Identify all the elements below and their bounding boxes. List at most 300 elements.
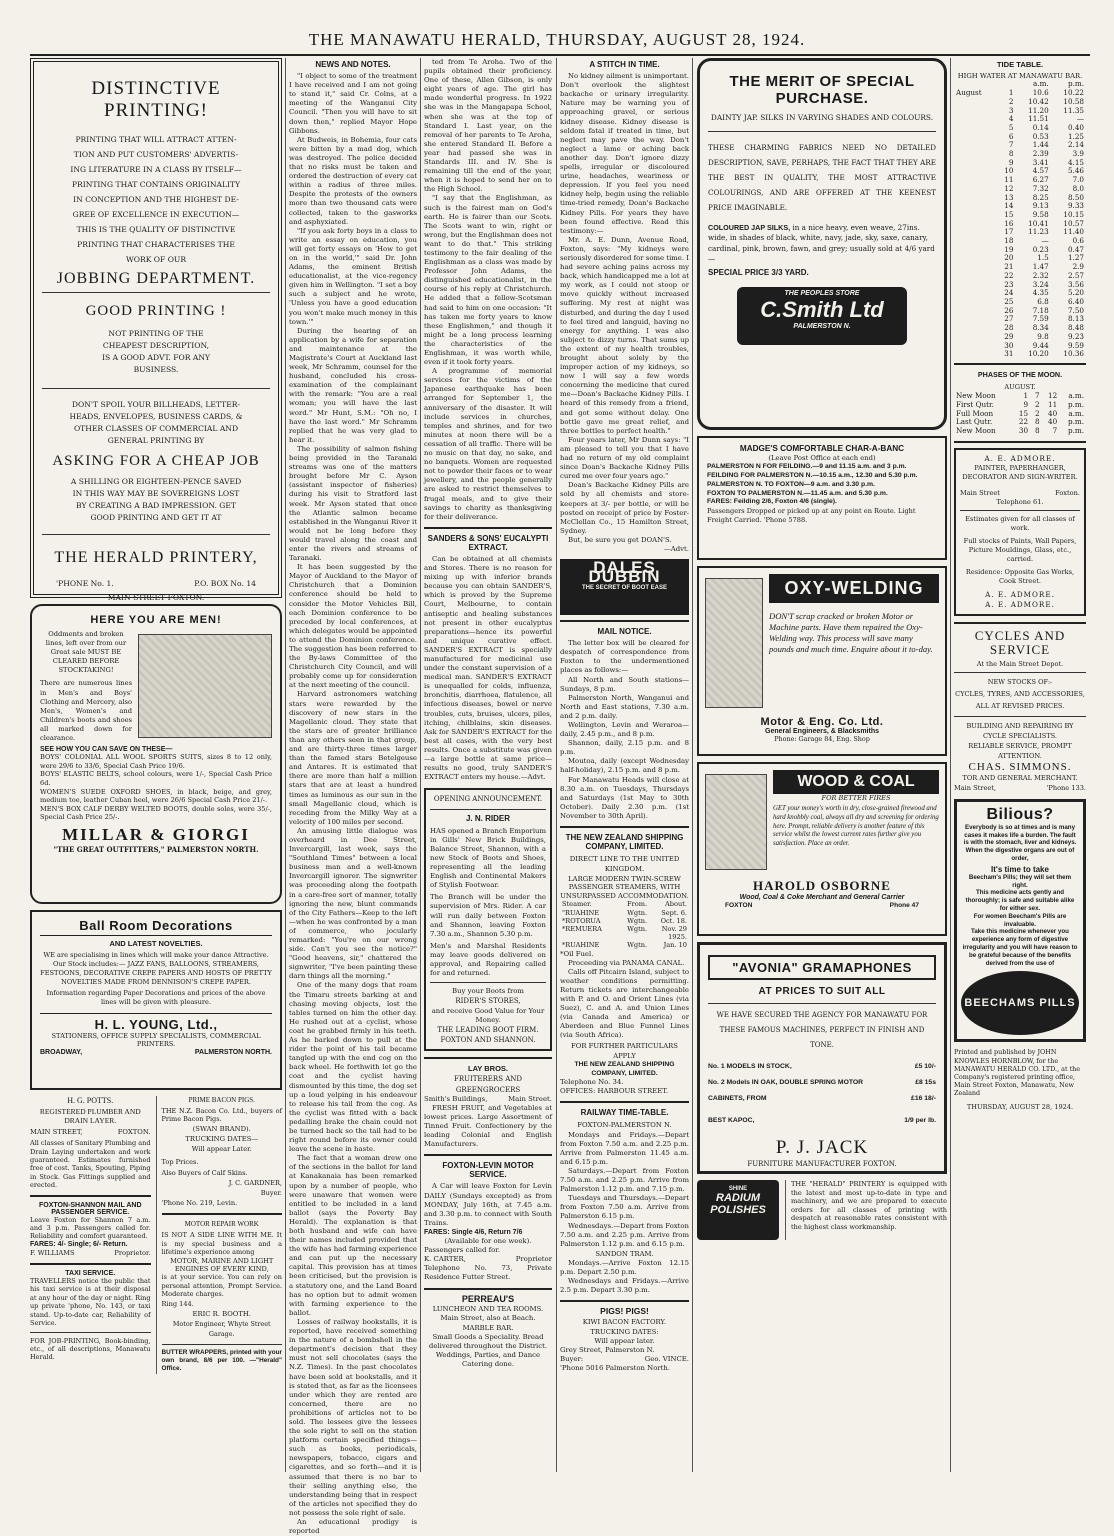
- ad-line: IS A GOOD ADVT. FOR ANY: [102, 353, 210, 362]
- tide-cell: 9.13: [1032, 201, 1049, 211]
- engines: MOTOR, MARINE AND LIGHT ENGINES OF EVERY KIND,: [170, 1256, 274, 1274]
- tide-row: [954, 141, 1086, 150]
- moon-cell: 12: [1048, 391, 1058, 401]
- ad-heading: OPENING ANNOUNCEMENT.: [433, 795, 543, 804]
- moon-cell: 15: [1018, 408, 1029, 418]
- ad-item: WOMEN'S SUEDE OXFORD SHOES, in black, beige, and grey, medium toe, leather Cuban heel, were 26/6 Special Cash Price 21/-.: [40, 787, 272, 805]
- imprint: Printed and published by JOHN KNOWLES HORNBLOW, for the MANAWATU HERALD CO. LTD., at the Company's registered printing office, Main Street Foxton, Manawatu, New Zealand: [954, 1048, 1081, 1098]
- tide-title: TIDE TABLE.: [996, 60, 1044, 69]
- tide-row: [954, 289, 1086, 298]
- railway-title: RAILWAY TIME-TABLE.: [580, 1108, 669, 1118]
- moon-cell: 1: [1023, 391, 1029, 401]
- tide-month: August: [956, 88, 982, 98]
- news-paragraph: One of the many dogs that roam the Timaru streets barking at and chasing moving objects, lost the tables turned on him the other day. He rushed out at a cyclist, whose coat he grabbed firmly in his teeth. As he barked down to pull at the rider the point of his tail became tangled up with the end cog on the back wheel. He forthwith let go the coat and the cyclist having dismounted by this time, the dog set up a loud yelping in his endeavour to release his tail from the cog. As the cyclist was fitted with a back pedalling brake the chain could not be turned back so the tail had to be right round before its owner could leave the scene in haste.: [289, 981, 417, 1154]
- item-name: CABINETS, FROM: [708, 1095, 767, 1102]
- special-price: SPECIAL PRICE 3/3 YARD.: [708, 268, 809, 278]
- tide-cell: 2.39: [1032, 149, 1049, 159]
- ad-body: RELIABLE SERVICE, PROMPT ATTENTION.: [968, 741, 1072, 760]
- tide-cell: 10.36: [1063, 349, 1084, 359]
- table-cell: *RUAHINE: [562, 941, 600, 950]
- tide-row: [954, 281, 1086, 290]
- tide-cell: 29: [1004, 331, 1014, 341]
- firm-name: A. E. ADMORE.: [984, 453, 1056, 463]
- railway-subtitle: SANDON TRAM.: [595, 1249, 654, 1258]
- tide-cell: 11.20: [1028, 105, 1049, 115]
- ad-lines: [42, 132, 270, 267]
- news-paragraph: An educational prodigy is reported: [289, 1518, 417, 1536]
- tide-cell: 6: [1008, 131, 1014, 141]
- offices: OFFICES: HARBOUR STREET.: [560, 1087, 669, 1096]
- sanders-title: SANDERS & SONS' EUCALYPTI EXTRACT.: [427, 533, 549, 552]
- tide-cell: 2.9: [1072, 262, 1084, 272]
- column-rule: [950, 58, 951, 1472]
- tide-cell: 10.15: [1063, 209, 1084, 219]
- ad-body: Full stocks of Paints, Wall Papers, Picture Mouldings, Glass, etc., carried.: [963, 537, 1077, 564]
- moon-cell: p.m.: [1068, 399, 1084, 409]
- moon-cell: p.m.: [1068, 425, 1084, 435]
- tide-cell: 0.53: [1032, 131, 1049, 141]
- ad-line: BY CREATING A BAD IMPRESSION. GET: [76, 501, 236, 510]
- tide-cell: 3.9: [1072, 149, 1084, 159]
- table-cell: Wgtn.: [627, 941, 648, 950]
- phone: Ring 144.: [161, 1299, 194, 1308]
- moon-cell: 11: [1048, 399, 1058, 409]
- stitch-body: Four years later, Mr Dunn says: "I am pleased to tell you that I have had no return of my old complaint since Doan's Backache Kidney Pills cured me over four years ago.": [560, 435, 689, 481]
- prices: Top Prices.: [161, 1158, 199, 1167]
- shipping-line: Proceeding via PANAMA CANAL.: [568, 958, 685, 967]
- ad-body: There are numerous lines in Men's and Boys' Clothing and Mercery, also Men's, Women's and Children's boots and shoes all marked down for clearance.: [40, 679, 132, 743]
- brand: (SWAN BRAND).: [192, 1124, 251, 1133]
- tide-cell: 4.57: [1032, 166, 1049, 176]
- boys-illustration: [138, 634, 272, 738]
- timetable-line: FOXTON TO PALMERSTON N.—11.45 a.m. and 5.30 p.m.: [707, 489, 888, 497]
- tide-cell: 28: [1004, 323, 1014, 333]
- table-header: Steamer.: [562, 900, 592, 909]
- tide-row: [954, 107, 1086, 116]
- ad-line: and receive Good Value for Your Money.: [431, 1006, 545, 1024]
- tide-cell: 26: [1004, 305, 1014, 315]
- column-6: [954, 58, 1086, 1472]
- firm-name: A. E. ADMORE.: [985, 600, 1055, 610]
- tide-cell: 10.6: [1032, 88, 1049, 98]
- table-cell: [560, 933, 618, 941]
- moon-cell: 2: [1034, 399, 1040, 409]
- phone: 'Phone 133.: [1046, 783, 1086, 792]
- table-header: About.: [665, 900, 687, 909]
- moon-cell: 8: [1034, 425, 1040, 435]
- ad-line: A SHILLING OR EIGHTEEN-PENCE SAVED: [70, 477, 242, 486]
- ad-body: Take this medicine whenever you experience any form of digestive irregularity and you will have reason to be grateful because of the benefits derived from the use of: [962, 928, 1078, 967]
- ad-line: PRINTING THAT CONTAINS ORIGINALITY: [71, 180, 241, 189]
- ad-body: IS NOT A SIDE LINE WITH ME. It is my special business and a lifetime's experience among: [161, 1231, 282, 1257]
- ad-body: The Branch will be under the supervision of Mrs. Rider. A car will run daily between Foxton and Shannon, leaving Foxton 7.30 a.m., Shannon 5.30 p.m.: [430, 893, 546, 938]
- tide-row: [954, 246, 1086, 255]
- mail-notice-line: Shannon, daily, 2.15 p.m. and 8 p.m.: [560, 739, 689, 757]
- tide-cell: 7.0: [1072, 175, 1084, 185]
- news-paragraph: A programme of memorial services for the victims of the Japanese earthquake has been arranged for September 1, the anniversary of the disaster. It will include services in churches, temples and shrines, and for two minutes at noon there will be a cessation of all traffic. There will be no music on that day, no sake, and no banquets. Women are requested not to powder their faces or to wear jewellery, and the people generally are asked to restrict themselves to frugal meals, and to give their savings to charity as thanksgiving for their deliverance.: [424, 367, 552, 521]
- ad-title: MOTOR REPAIR WORK: [184, 1220, 259, 1229]
- ad-subheading: SEE HOW YOU CAN SAVE ON THESE—: [40, 746, 173, 754]
- tide-cell: 14: [1004, 201, 1014, 211]
- trucking: TRUCKING DATES—: [185, 1135, 259, 1144]
- cycles-title: CYCLES AND SERVICE: [974, 628, 1066, 658]
- proprietor: F. WILLIAMS: [30, 1248, 75, 1257]
- trucking: TRUCKING DATES:: [590, 1327, 659, 1336]
- beechams-logo: BEECHAMS PILLS: [961, 971, 1079, 1035]
- masthead: THE MANAWATU HERALD, THURSDAY, AUGUST 28, 1924.: [308, 30, 806, 49]
- timetable-line: PALMERSTON N. TO FOXTON—9 a.m. and 3.30 p.m.: [707, 480, 875, 488]
- news-paragraph: "I say that the Englishman, as such is the fairest man on God's earth. He is fairer than our Scots. The Scots want to win, right or wrong, but the Englishman does not want to do that." This striking testimony to the fair dealing of the Englishman as a class was made by Professor John Adams, the distinguished educationalist, in the course of his reply at Christchurch. He added that a fellow-Scotsman had said to him on one occasion: "It has taken me forty years to know these Englishmen," and though it might be a long process learning the characteristics of the Englishman, it was worth while, even if it took forty years.: [424, 194, 552, 367]
- shipping-line: LARGE MODERN TWIN-SCREW PASSENGER STEAMERS, WITH UNSURPASSED ACCOMMODATION.: [560, 874, 689, 900]
- firm-name: H. L. YOUNG, Ltd.,: [40, 1013, 272, 1032]
- shipping-line: THE NEW ZEALAND SHIPPING COMPANY, LIMITED.: [574, 1060, 675, 1077]
- cheap-job-heading: ASKING FOR A CHEAP JOB: [52, 453, 260, 469]
- proprietor: K. CARTER,: [424, 1255, 466, 1264]
- tide-row: [954, 272, 1086, 281]
- tide-cell: 8.48: [1067, 323, 1084, 333]
- tide-cell: 0.47: [1067, 244, 1084, 254]
- madge-charabanc-ad: [697, 436, 947, 560]
- moon-cell: New Moon: [956, 425, 996, 435]
- proprietor-title: Proprietor: [515, 1255, 552, 1264]
- railway-line: Mondays and Fridays.—Depart from Foxton 7.50 a.m. and 2.25 p.m. Arrive from Palmerston 11.45 a.m. and 6.15 p.m.: [560, 1130, 689, 1166]
- news-paragraph: An amusing little dialogue was overheard in Dee Street, Invercargill, last week, says the "Southland Times" between a local business man and a well-known Invercargill ignorer. The signwriter was proceeding along the footpath in a care-free sort of manner, totally ignoring the new, blunt commands of the City Fathers—Keep to the left—when he was confronted by a man of commerce, who jocularly remarked: "You're on our wrong side. Can't you see the notice?" "Good heavens, sir," chattered the signwriter, "I've been painting these darn things all the morning.": [289, 826, 417, 981]
- tide-cell: 5: [1008, 122, 1014, 132]
- firm-trade: FRUITERERS AND GREENGROCERS: [453, 1075, 523, 1094]
- tide-cell: 10.58: [1063, 96, 1084, 106]
- ad-body: Passengers Dropped or picked up at any point en Route. Light Freight Carried. 'Phone 5788.: [707, 507, 916, 524]
- tide-cell: 8.13: [1067, 314, 1084, 324]
- table-cell: Wgtn.: [627, 925, 648, 934]
- tide-cell: 8.50: [1067, 192, 1084, 202]
- firewood-illustration: [705, 774, 767, 870]
- ad-title: PRIME BACON PIGS.: [188, 1096, 255, 1104]
- table-header: p.m.: [1068, 79, 1084, 89]
- moon-cell: 8: [1034, 417, 1040, 427]
- mail-notice-body: The letter box will be cleared for despatch of correspondence from Foxton to the undermentioned places as follows:—: [560, 639, 689, 675]
- news-paragraph: The possibility of salmon fishing being provided in the Taranaki streams was one of the matters brought before Mr C. Ayson (assistant inspector of fisheries) during his visit to Stratford last week. Mr Ayson stated that once the Atlantic salmon became established in the Wanganui River it would not be long before they would travel along the coast and enter the rivers and streams of Taranaki.: [289, 444, 417, 563]
- tide-cell: 9.23: [1067, 331, 1084, 341]
- tide-cell: 9: [1008, 157, 1014, 167]
- ad-body: Estimates given for all classes of work.: [965, 515, 1075, 533]
- tide-cell: 11.51: [1028, 114, 1049, 124]
- tide-cell: 27: [1004, 314, 1014, 324]
- tide-cell: 3: [1008, 105, 1014, 115]
- ad-body: WE are specialising in lines which will make your dance Attractive. Our Stock includes:— JAZZ FANS, BALLOONS, STREAMERS, FESTOONS, DECORATIVE CREPE PAPERS AND HOSTS OF PRETTY NOVELTIES MADE FROM DENNISON'S CREPE PAPER.: [40, 951, 272, 987]
- tide-cell: 7: [1008, 140, 1014, 150]
- ad-line: TION AND PUT CUSTOMERS' ADVERTIS-: [73, 150, 239, 159]
- moon-cell: 40: [1048, 417, 1058, 427]
- ad-body: Beecham's Pills; they will set them right.: [968, 873, 1072, 889]
- ad-subheading: DAINTY JAP. SILKS IN VARYING SHADES AND COLOURS.: [710, 113, 934, 122]
- ad-subheading: It's time to take: [991, 864, 1049, 874]
- tide-row: [954, 194, 1086, 203]
- ad-line: (Leave Post Office at each end): [768, 454, 876, 462]
- harold-osborne-ad: [697, 762, 947, 936]
- tide-cell: 1.27: [1067, 253, 1084, 263]
- ad-body: Small Goods a Speciality. Bread delivered throughout the District. Weddings, Parties, and Dance Catering done.: [428, 1333, 548, 1369]
- tide-row: [954, 263, 1086, 272]
- ad-body: HAS opened a Branch Emporium in Gills' New Brick Buildings, Balance Street, Shannon, with a new Stock of Boots and Shoes, representing all the leading English and Continental Makers of Stylish Footwear.: [430, 826, 546, 890]
- tide-row: [954, 254, 1086, 263]
- railway-subtitle: FOXTON-PALMERSTON N.: [577, 1121, 672, 1130]
- tide-cell: 1.25: [1067, 131, 1084, 141]
- wood-coal-logo: WOOD & COAL: [773, 770, 939, 794]
- moon-cell: Full Moon: [956, 408, 994, 418]
- item-price: 1/9 per lb.: [904, 1117, 936, 1124]
- item-name: BEST KAPOC,: [708, 1117, 755, 1124]
- firm-name: LAY BROS.: [467, 1064, 508, 1074]
- tide-cell: 8: [1008, 149, 1014, 159]
- ad-line: RIDER'S STORES,: [455, 997, 521, 1006]
- tide-cell: 5.20: [1067, 288, 1084, 298]
- tide-cell: —: [1041, 236, 1049, 246]
- logo-text: C.Smith Ltd: [760, 297, 884, 323]
- ad-subheading: REGISTERED PLUMBER AND DRAIN LAYER.: [39, 1107, 141, 1125]
- dubbin-logo: [560, 559, 689, 615]
- ad-line: GREE OF EXCELLENCE IN EXECUTION—: [72, 210, 240, 219]
- firm-name: P. J. JACK: [775, 1137, 869, 1158]
- moon-title: PHASES OF THE MOON.: [977, 369, 1063, 379]
- rider-ad: [424, 788, 552, 1051]
- tide-cell: 30: [1004, 340, 1014, 350]
- town: FOXTON: [725, 902, 753, 909]
- tide-cell: 3.56: [1067, 279, 1084, 289]
- ad-line: WORK OF OUR: [125, 255, 187, 264]
- radium-shine: SHINE: [728, 1186, 748, 1192]
- column-2: [289, 58, 417, 1536]
- ad-title: H. G. POTTS.: [67, 1096, 114, 1105]
- tide-cell: 2.57: [1067, 270, 1084, 280]
- ad-body: THESE CHARMING FABRICS NEED NO DETAILED DESCRIPTION, SAVE, PERHAPS, THE FACT THAT THEY ARE THE BEST IN QUALITY, THE MOST ATTRACTIVE COLOURINGS, AND ARE OFFERED AT THE KEENEST PRICE IMAGINABLE.: [708, 143, 936, 213]
- moon-cell: a.m.: [1068, 391, 1084, 401]
- moon-cell: 30: [1018, 425, 1029, 435]
- tide-cell: 7.18: [1032, 305, 1049, 315]
- firm-name: CHAS. SIMMONS.: [968, 760, 1072, 773]
- avonia-ad: [697, 942, 947, 1174]
- town: PALMERSTON NORTH.: [194, 1048, 272, 1056]
- ad-item: MEN'S BOX CALF DERBY WELTED BOOTS, double soles, were 35/-, Special Cash Price 25/-.: [40, 804, 272, 822]
- mail-notice-line: Palmerston North, Wanganui and North and East stations, 7.30 a.m. and 2 p.m. daily.: [560, 693, 689, 720]
- street: Main Street: [960, 488, 1000, 497]
- tide-cell: 0.23: [1032, 244, 1049, 254]
- table-header: a.m.: [1033, 79, 1049, 89]
- ad-line: THE LEADING BOOT FIRM.: [437, 1025, 539, 1034]
- ad-line: PRINTING THAT CHARACTERISES THE: [77, 240, 235, 249]
- ad-body: BUILDING AND REPAIRING BY CYCLE SPECIALISTS.: [966, 721, 1074, 740]
- news-paragraph: "If you ask forty boys in a class to write an essay on education, you will get forty essays on 'How to get on in the world,'" said Dr. John Adams, the eminent British educationalist, at the vice-regency given him in Wellington. "I set a boy such a subject and he wrote, 'Unless you have a good education you won't make much money in this town.'": [289, 226, 417, 326]
- ad-title: HERE YOU ARE MEN!: [90, 614, 222, 626]
- ad-body: Everybody is so at times and is many cases it makes life a burden. The fault is with the stomach, liver and kidneys. When the digestive organs are out of order,: [963, 823, 1077, 863]
- tide-cell: 9.44: [1032, 340, 1049, 350]
- tide-row: [954, 159, 1086, 168]
- buyer: Buyer:: [560, 1355, 584, 1364]
- ad-item: BOYS' COLONIAL ALL WOOL SPORTS SUITS, sizes 8 to 12 only, were 29/6 to 33/6, Special Cash Price 19/6.: [40, 753, 272, 770]
- ad-intro: Oddments and broken lines, left over from our Great sale MUST BE CLEARED BEFORE STOCKTAKING!: [45, 630, 127, 675]
- tide-cell: 22: [1004, 270, 1014, 280]
- ad-line: ING LITERATURE IN A CLASS BY ITSELF—: [70, 165, 242, 174]
- tide-row: [954, 133, 1086, 142]
- po-box: P.O. BOX No. 14: [194, 579, 256, 588]
- ad-subheading: KIWI BACON FACTORY.: [582, 1317, 667, 1326]
- tide-cell: 4: [1008, 114, 1014, 124]
- tide-row: [954, 315, 1086, 324]
- ad-body: GET your money's worth in dry, close-grained firewood and hard knobbly coal, always all dry and screening for ordering here. Prompt, reliable delivery is another feature of this service whilst the lowest current rates further give you satisfaction. Place an order.: [773, 805, 939, 848]
- oxy-welding-ad: [697, 566, 947, 756]
- tide-cell: 10.57: [1063, 218, 1084, 228]
- news-paragraph: It has been suggested by the Mayor of Auckland to the Mayor of Christchurch that a Dominion conference should be held to consider the Motor Vehicles Bill, each Dominion conference to be preceded by local conferences, at which delegates would be appointed to attend the Dominion conference. The suggestion has been referred to the By-laws Committee of the Christchurch City Council, and will probably come up for consideration at the next meeting of the council.: [289, 563, 417, 690]
- ad-body: This medicine acts gently and thoroughly; is safe and suitable alike for either sex.: [965, 889, 1075, 913]
- column-rule: [556, 58, 557, 1472]
- ad-body: CYCLES, TYRES, AND ACCESSORIES, ALL AT REVISED PRICES.: [955, 689, 1085, 710]
- ad-body: is at your service. You can rely on personal attention, Prompt Service. Moderate charges.: [161, 1273, 282, 1299]
- street: BROADWAY,: [40, 1048, 83, 1056]
- tide-cell: 11.40: [1063, 227, 1084, 237]
- moon-cell: 7: [1052, 425, 1058, 435]
- calf-skins: Also Buyers of Calf Skins.: [161, 1168, 248, 1177]
- table-cell: Wgtn.: [627, 916, 648, 925]
- news-paragraph: During the hearing of an application by a wife for separation and maintenance at the Magistrate's Court at Auckland last week, Mr Schramm, counsel for the husband, concluded his cross-examination of the complainant with the remark: "You are a real woman; you will have the last word." Mr Hunt, S.M.: "Oh no, I have the last word." Mr Schramm replied that he was very glad to hear it.: [289, 326, 417, 444]
- herald-printery-heading: THE HERALD PRINTERY,: [54, 549, 258, 566]
- ad-body: DON'T scrap cracked or broken Motor or Machine parts. Have them repaired the Oxy-Welding way. This process will save many pounds and much time. Enquire about it to-day.: [769, 611, 933, 654]
- tide-cell: 18: [1004, 236, 1014, 246]
- news-paragraph: Harvard astronomers watching stars were rewarded by the discovery of new stars in the Magellanic cloud. They state that the stars are of greater brilliance than any others seen in that group, and are thirty-three times larger than the famed stars Betelgeuse and Antares. It is estimated that there are more than half a million stars that are at least a hundred times as luminous as our sun in the small Magellanic cloud, which is receding from the Milky Way at a velocity of 100 miles per second.: [289, 690, 417, 826]
- firm-name: A. E. ADMORE.: [985, 590, 1055, 600]
- firm-name: HAROLD OSBORNE: [753, 878, 891, 893]
- ad-line: (Available for one week).: [444, 1237, 532, 1246]
- ad-body: TRAVELLERS notice the public that his taxi service is at their disposal at any hour of the day or night. Ring up private 'phone, No. 143, or taxi stand. Up-to-date car, Reliability of Service.: [30, 1277, 151, 1328]
- moon-month: AUGUST.: [1004, 382, 1036, 391]
- news-paragraph: The fact that a woman drew one of the sections in the ballot for land at Kanakanaia has been remarked upon by a number of people, who were unaware that women were entitled to be included in a land ballot (says the Poverty Bay Herald). The explanation is that both husband and wife can have their names included provided that the wife has had farming experience and can put up the necessary capital. This provision has at times been criticised, but the provision is a statutory one, and the Land Board has no option but to admit women with farming experience to the ballot.: [289, 1154, 417, 1317]
- ad-line: NEW STOCKS OF:-: [987, 678, 1053, 687]
- ad-body: WE HAVE SECURED THE AGENCY FOR MANAWATU FOR THESE FAMOUS MACHINES, PERFECT IN FINISH AND TONE.: [716, 1011, 928, 1049]
- ad-line: NOT PRINTING OF THE: [108, 329, 204, 338]
- railway-line: Mondays.—Arrive Foxton 12.15 p.m. Depart 2.50 p.m.: [560, 1259, 689, 1277]
- item-description: in a nice heavy, even weave, 27ins. wide, in shades of black, white, navy, jade, sky, saxe, canary, cardinal, pink, brown, fawn, and grey; usually sold at 4/6 yard—: [708, 223, 935, 263]
- tide-cell: 15: [1004, 209, 1014, 219]
- railway-line: Saturdays.—Depart from Foxton 7.50 a.m. and 2.25 p.m. Arrive from Palmerston 1.12 p.m. and 7.15 p.m.: [560, 1167, 689, 1194]
- ad-body: FRESH FRUIT, and Vegetables at lowest prices. Large Assortment of Tinned Fruit. Confectionery by the leading Colonial and English Manufacturers.: [424, 1103, 552, 1149]
- ad-line: IN THIS WAY MAY BE SOVEREIGNS LOST: [72, 489, 240, 498]
- oxy-logo: OXY-WELDING: [769, 574, 939, 603]
- tide-cell: 2.14: [1067, 140, 1084, 150]
- tide-cell: 2.32: [1032, 270, 1049, 280]
- tide-row: [954, 115, 1086, 124]
- news-paragraph: At Budweis, in Bohemia, four cats were bitten by a mad dog, which was destroyed. The police decided that no risks must be taken and ordered the destruction of every cat within a radius of three miles. Despite the protests of the owners more than two thousand cats were collected, taken to the gasworks and asphyxiated.: [289, 135, 417, 226]
- tide-cell: 3.24: [1032, 279, 1049, 289]
- moon-cell: 22: [1018, 417, 1029, 427]
- firm-trade: TOR AND GENERAL MERCHANT.: [962, 773, 1078, 782]
- firm-description: General Engineers, & Blacksmiths: [765, 728, 879, 735]
- hl-young-ad: [30, 910, 282, 1090]
- ad-line: MARBLE BAR.: [462, 1323, 514, 1332]
- item-name: COLOURED JAP SILKS,: [708, 223, 791, 233]
- timetable-line: FEILDING FOR PALMERSTON N.—10.15 a.m., 12.30 and 5.30 p.m.: [707, 472, 918, 479]
- ad-line: Buy your Boots from: [452, 987, 524, 996]
- moon-cell: 40: [1048, 408, 1058, 418]
- table-cell: 1925.: [668, 933, 687, 942]
- ad-line: THIS IS THE QUALITY OF DISTINCTIVE: [76, 225, 236, 234]
- tide-row: [954, 324, 1086, 333]
- tide-cell: 6.27: [1032, 175, 1049, 185]
- shipping-line: Calls off Pitcairn Island, subject to weather conditions permitting. Return tickets are interchangeable with P. and O. and Orient Lines (via Suez), C. and A. and Union Lines (via Canada and America) or Aberdeen and Blue Funnel Lines (via South Africa).: [560, 967, 689, 1040]
- ad-title: PIGS! PIGS!: [600, 1306, 649, 1317]
- admore-ad: [954, 448, 1086, 617]
- ad-item: BOYS' ELASTIC BELTS, school colours, were 1/-, Special Cash Price 6d.: [40, 770, 272, 787]
- sanders-body: Can be obtained at all chemists and Stores. There is no reason for mixing up with inferior brands because you can obtain SANDER'S, which is proved by the Supreme Court, Melbourne, to contain antiseptic and healing substances not present in other eucalyptus preparations—hence its powerful and unique curative effect. SANDER'S EXTRACT is specially manufactured for medicinal use under the constant supervision of a medical man. SANDER'S EXTRACT is unequalled for colds, influenza, bronchitis, diarrhoea, flatulence, all infectious diseases, bowel or nerve troubles, cuts, bruises, ulcers, piles, itching, chilblains, skin diseases. Ask for SANDER'S EXTRACT for the best all cases, with the very best results. Once a substitute was given—a large bottle at same price—results no good, truly SANDER'S EXTRACT enters my house.—Advt.: [424, 554, 552, 782]
- table-cell: Wgtn.: [627, 908, 648, 917]
- tide-cell: 11: [1004, 175, 1014, 185]
- logo-tagline: THE PEOPLES STORE: [784, 290, 860, 298]
- firm-description: STATIONERS, OFFICE SUPPLY SPECIALISTS, COMMERCIAL PRINTERS.: [51, 1031, 261, 1048]
- tide-cell: 12: [1004, 183, 1014, 193]
- ad-line: IN CONCEPTION AND THE HIGHEST DE-: [73, 195, 239, 204]
- good-printing-heading: GOOD PRINTING !: [85, 303, 227, 319]
- tide-cell: 10.22: [1063, 88, 1084, 98]
- herald-printery-note: THE "HERALD" PRINTERY is equipped with the latest and most up-to-date in type and machinery, and we are prepared to execute orders for all classes of printing with despatch at reasonable rates consistent with the highest class workmanship.: [785, 1180, 947, 1240]
- mail-notice-line: Moutoa, daily (except Wednesday half-holiday), 2.15 p.m. and 8 p.m.: [560, 757, 689, 775]
- item-price: £5 10/-: [914, 1063, 936, 1070]
- imprint-date: THURSDAY, AUGUST 28, 1924.: [966, 1102, 1074, 1111]
- tide-cell: 9.58: [1032, 209, 1049, 219]
- beechams-ad: [954, 799, 1086, 1043]
- mail-notice-title: MAIL NOTICE.: [597, 627, 652, 637]
- table-cell: Oct. 18.: [660, 916, 687, 925]
- tide-cell: 17: [1004, 227, 1014, 237]
- tide-cell: 10.41: [1028, 218, 1049, 228]
- tide-cell: 8.25: [1032, 192, 1049, 202]
- c-smith-ad: [697, 58, 947, 430]
- tide-row: [954, 237, 1086, 246]
- item-name: No. 1 MODELS IN STOCK,: [708, 1063, 792, 1070]
- tide-cell: 16: [1004, 218, 1014, 228]
- millar-giorgi-ad: [30, 604, 282, 904]
- ad-line: FOXTON AND SHANNON.: [440, 1035, 536, 1044]
- tide-cell: 0.6: [1072, 236, 1084, 246]
- tide-cell: 9.33: [1067, 201, 1084, 211]
- fares: FARES: 4/- Single; 6/- Return.: [30, 1240, 128, 1248]
- ad-line: BUSINESS.: [133, 365, 179, 374]
- tide-cell: 9.59: [1067, 340, 1084, 350]
- ad-body: Men's and Marshal Residents may leave goods delivered on approval, and Repairing called for and returned.: [430, 941, 546, 978]
- table-cell: Nov. 29: [661, 925, 687, 934]
- mail-notice-line: All North and South stations—Sundays, 8 p.m.: [560, 675, 689, 693]
- dubbin-tagline: THE SECRET OF BOOT EASE: [581, 585, 667, 592]
- column-rule: [420, 58, 421, 1472]
- town: Foxton.: [1055, 488, 1080, 497]
- tide-cell: 2: [1008, 96, 1014, 106]
- phone: 'Phone 5016 Palmerston North.: [560, 1364, 671, 1373]
- advt-mark: —Advt.: [663, 544, 689, 553]
- ad-line: HEADS, ENVELOPES, BUSINESS CARDS, &: [69, 412, 243, 421]
- firm-description: FURNITURE MANUFACTURER FOXTON.: [747, 1160, 897, 1168]
- phone: 'Phone No. 219, Levin.: [161, 1199, 238, 1208]
- table-cell: Jan. 10: [663, 941, 687, 950]
- moon-table: [954, 392, 1086, 436]
- street: Grey Street, Palmerston N.: [560, 1346, 655, 1355]
- street-address: MAIN STREET FOXTON.: [107, 593, 205, 603]
- ad-body: Leave Foxton for Shannon 7 a.m. and 3 p.m. Passengers called for. Reliability and comfort guaranteed.: [30, 1215, 151, 1241]
- tide-cell: 25: [1004, 296, 1014, 306]
- buyer: J. C. GARDNER,: [228, 1178, 282, 1187]
- tide-cell: 11.35: [1063, 105, 1084, 115]
- tide-row: [954, 350, 1086, 359]
- tide-row: [954, 307, 1086, 316]
- firm-trade: PAINTER, PAPERHANGER, DECORATOR AND SIGN-WRITER.: [962, 463, 1078, 481]
- tide-row: [954, 150, 1086, 159]
- tide-cell: 11.23: [1028, 227, 1049, 237]
- buyer-title: Buyer.: [260, 1189, 282, 1198]
